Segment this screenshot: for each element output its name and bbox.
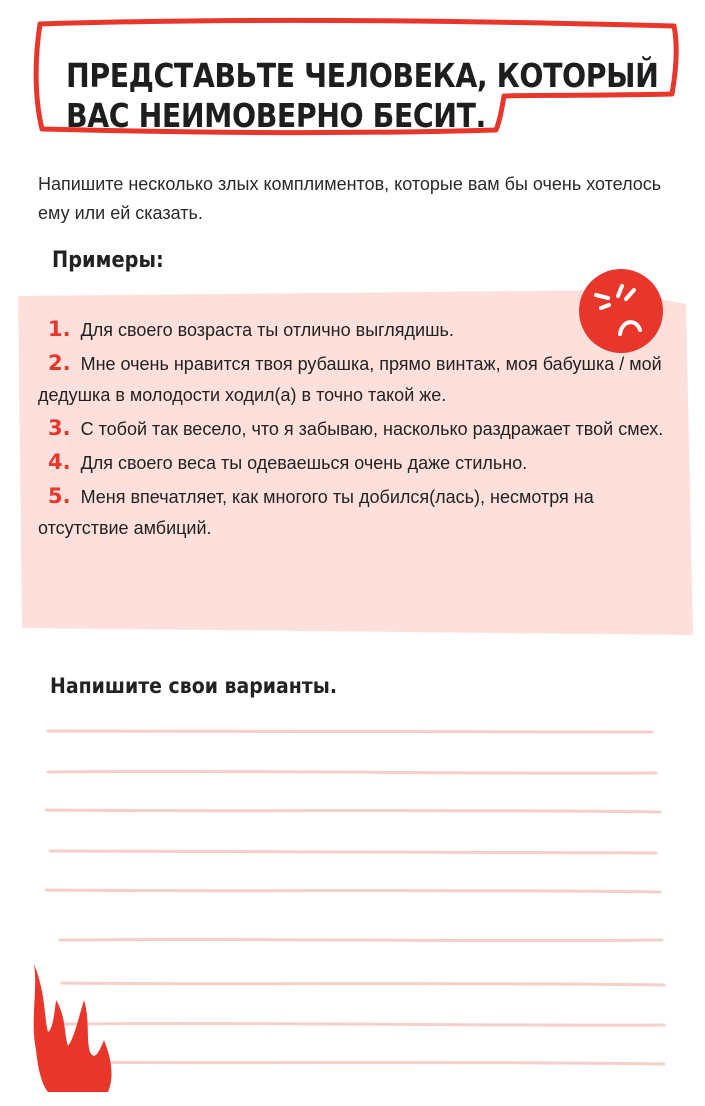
writing-line <box>50 851 656 853</box>
list-item-text: Для своего веса ты одеваешься очень даже стильно. <box>80 453 528 473</box>
list-item-text: Для своего возраста ты отлично выглядишь. <box>80 320 454 340</box>
list-item-text: С тобой так весело, что я забываю, насколько раздражает твой смех. <box>80 419 664 439</box>
list-item <box>38 413 678 445</box>
list-item <box>38 348 678 411</box>
examples-list <box>38 314 678 546</box>
writing-line <box>64 1023 664 1025</box>
writing-line <box>60 1062 664 1064</box>
flame-icon <box>26 960 116 1095</box>
writing-line <box>46 810 660 812</box>
list-item-text: Меня впечатляет, как многого ты добился(лась), несмотря на отсутствие амбиций. <box>38 487 594 538</box>
list-item <box>38 481 678 544</box>
list-item-number: 1. <box>48 317 71 341</box>
title-line-1: ПРЕДСТАВЬТЕ ЧЕЛОВЕКА, КОТОРЫЙ <box>66 56 659 95</box>
write-heading: Напишите свои варианты. <box>50 674 338 698</box>
title-line-2: ВАС НЕИМОВЕРНО БЕСИТ. <box>66 96 486 135</box>
list-item-number: 5. <box>48 484 71 508</box>
writing-line <box>60 939 662 940</box>
writing-line <box>48 731 652 732</box>
title-box <box>26 16 686 138</box>
writing-line <box>62 983 664 985</box>
list-item-number: 4. <box>48 450 71 474</box>
examples-heading: Примеры: <box>52 248 164 273</box>
list-item-number: 2. <box>48 351 71 375</box>
list-item <box>38 314 678 346</box>
writing-line <box>46 890 660 892</box>
writing-line <box>48 771 656 773</box>
intro-text: Напишите несколько злых комплиментов, которые вам бы очень хотелось ему или ей сказать. <box>38 174 662 223</box>
page-title <box>66 56 658 136</box>
list-item <box>38 447 678 479</box>
list-item-text: Мне очень нравится твоя рубашка, прямо винтаж, моя бабушка / мой дедушка в молодости ходил(а) в точно такой же. <box>38 354 662 405</box>
list-item-number: 3. <box>48 416 71 440</box>
